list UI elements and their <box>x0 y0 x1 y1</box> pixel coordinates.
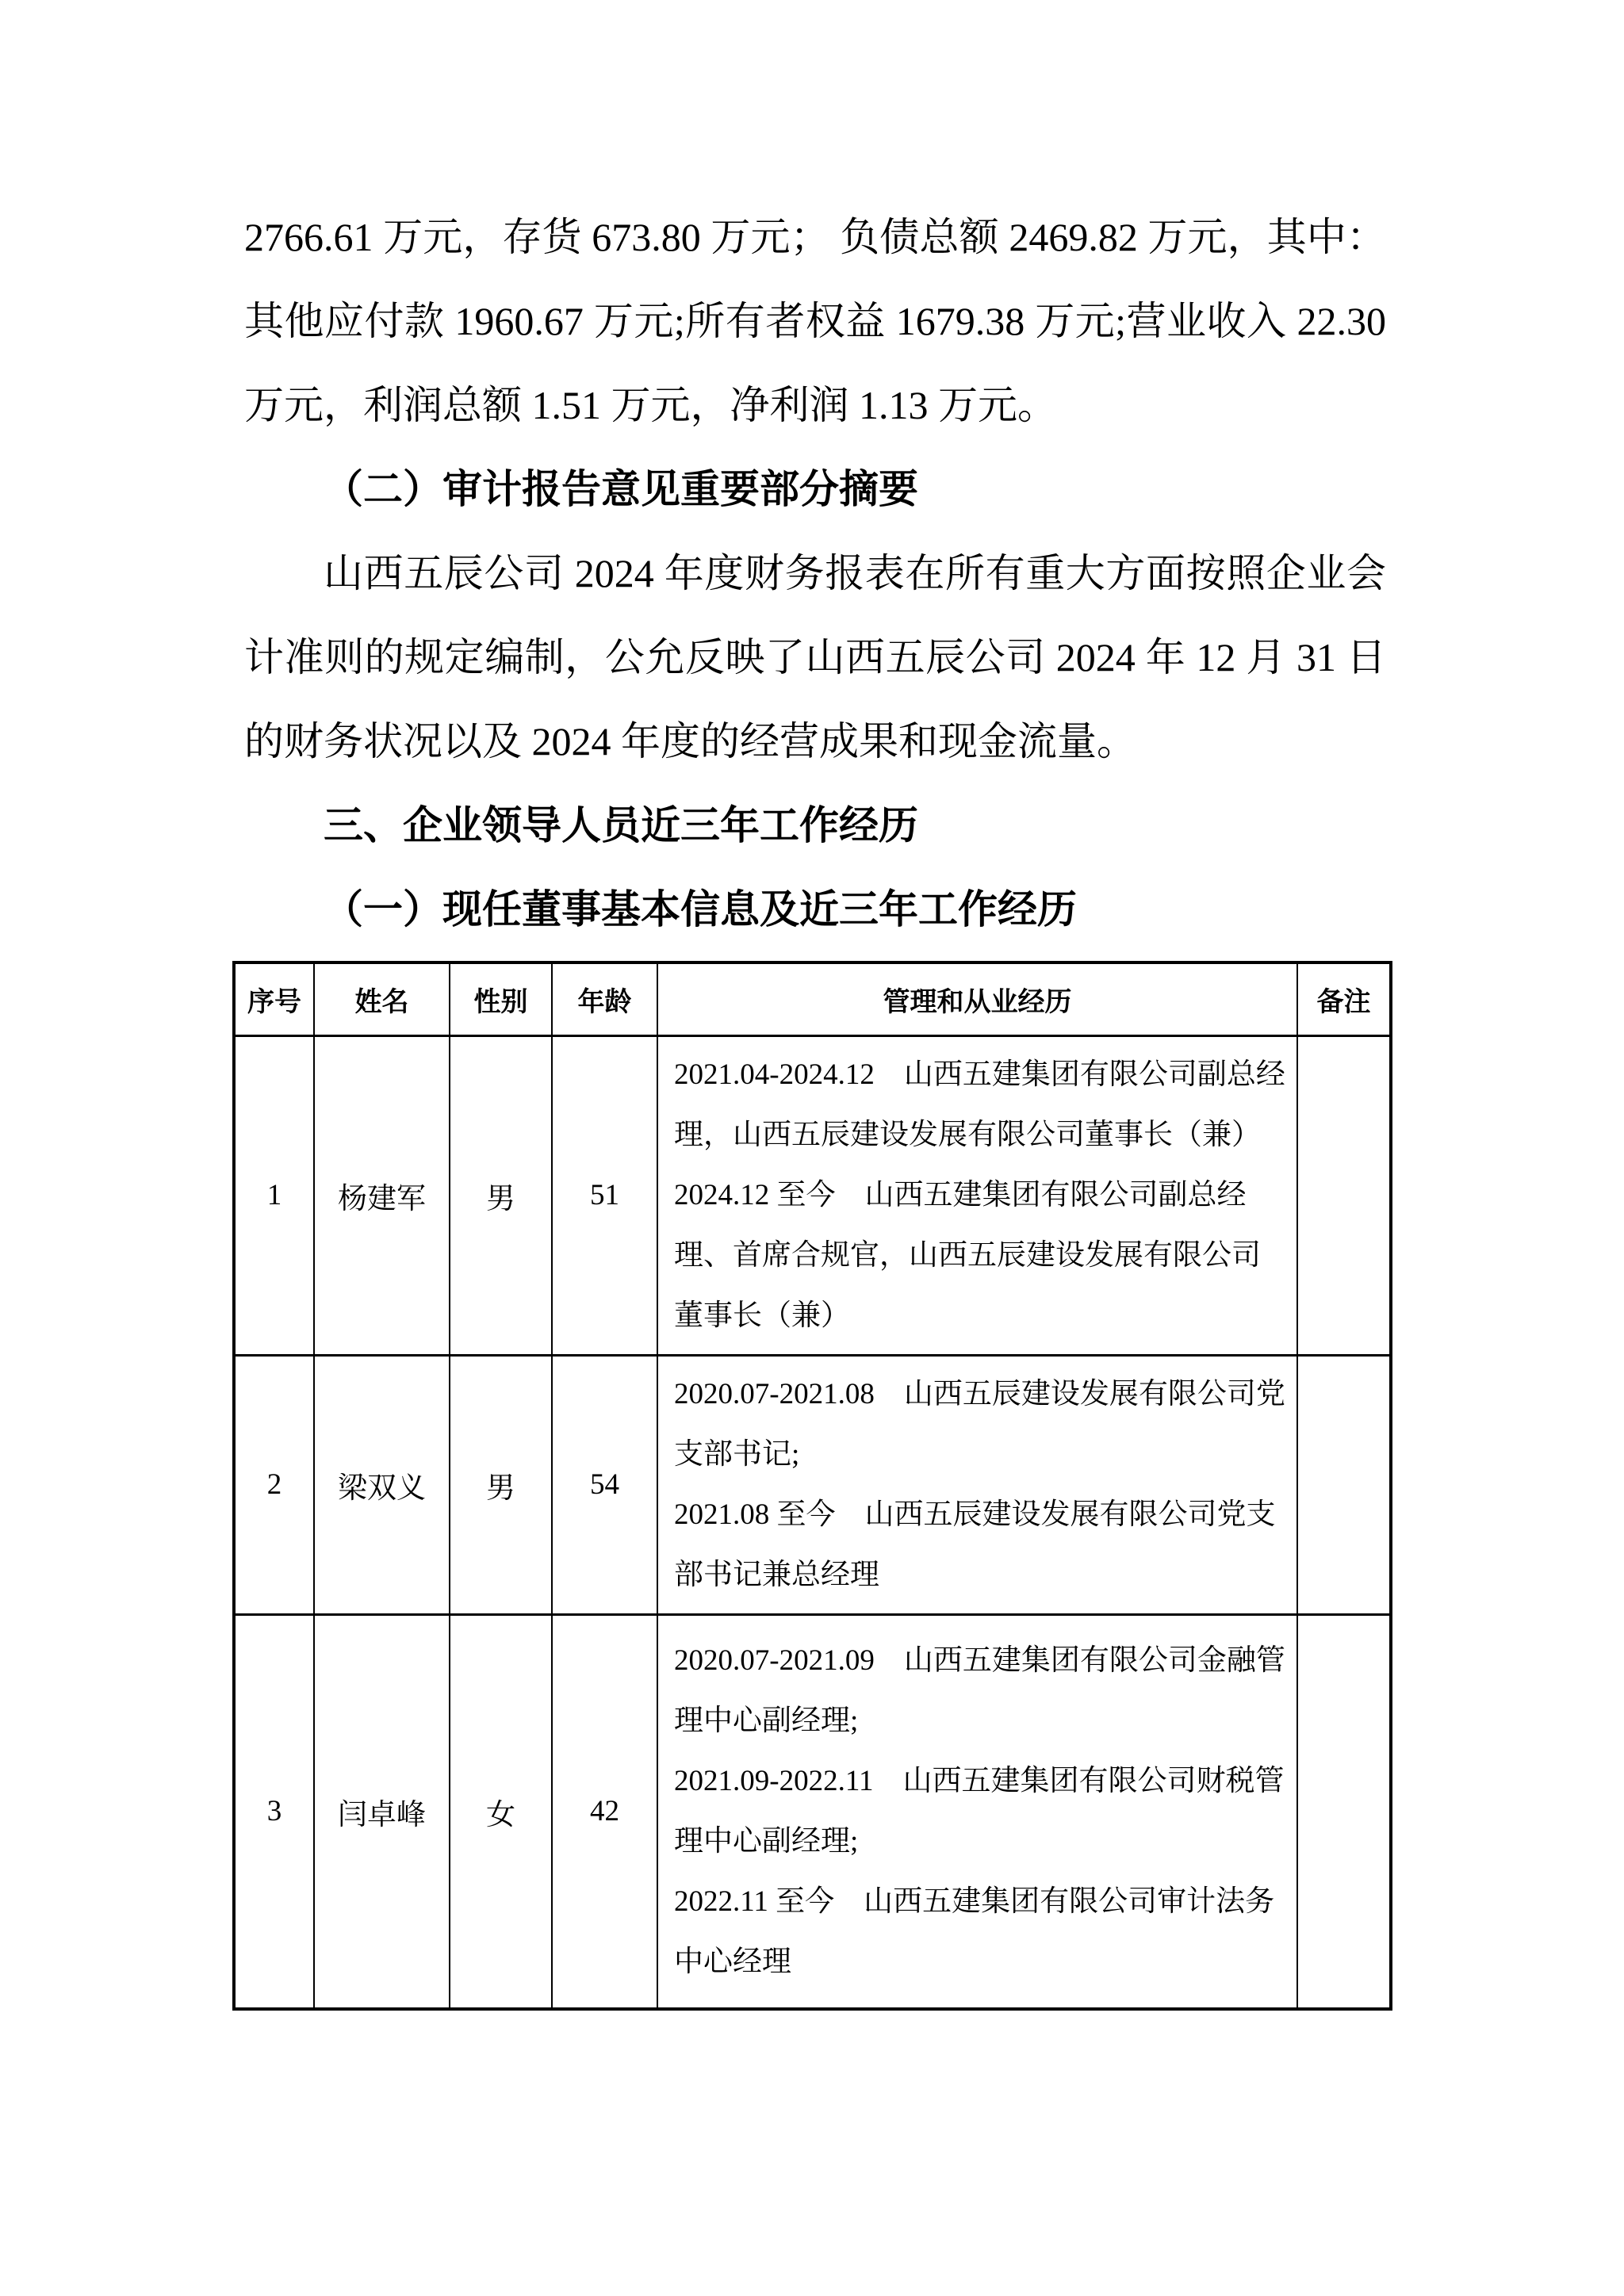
cell-gender: 男 <box>450 1355 552 1614</box>
col-header-remark: 备注 <box>1297 962 1391 1035</box>
cell-index: 1 <box>234 1035 314 1355</box>
paragraph-audit-opinion: 山西五辰公司 2024 年度财务报表在所有重大方面按照企业会计准则的规定编制，公允反映了山西五辰公司 2024 年 12 月 31 日的财务状况以及 2024 年度的经营成果和现金流量。 <box>244 551 1386 763</box>
cell-index: 2 <box>234 1355 314 1614</box>
col-header-index: 序号 <box>234 962 314 1035</box>
directors-table <box>232 961 1392 2011</box>
heading-audit-summary: （二）审计报告意见重要部分摘要 <box>324 467 918 511</box>
experience-entry: 2021.04-2024.12 山西五建集团有限公司副总经理，山西五辰建设发展有限公司董事长（兼） <box>674 1058 1285 1151</box>
experience-entry: 2024.12 至今 山西五建集团有限公司副总经理、首席合规官，山西五辰建设发展有限公司董事长（兼） <box>674 1178 1261 1332</box>
cell-remark <box>1297 1355 1391 1614</box>
cell-age: 54 <box>552 1355 657 1614</box>
col-header-age: 年龄 <box>552 962 657 1035</box>
cell-remark <box>1297 1035 1391 1355</box>
col-header-experience: 管理和从业经历 <box>657 962 1297 1035</box>
experience-entry: 2020.07-2021.08 山西五辰建设发展有限公司党支部书记; <box>674 1377 1285 1471</box>
col-header-gender: 性别 <box>450 962 552 1035</box>
cell-name: 闫卓峰 <box>314 1614 450 2009</box>
cell-experience <box>657 1355 1297 1614</box>
cell-age: 51 <box>552 1035 657 1355</box>
paragraph-financials: 2766.61 万元，存货 673.80 万元； 负债总额 2469.82 万元，其中：其他应付款 1960.67 万元;所有者权益 1679.38 万元;营业收入 22.30 万元，利润总额 1.51 万元，净利润 1.13 万元。 <box>244 215 1386 427</box>
director-row <box>234 1614 1391 2009</box>
director-row <box>234 1035 1391 1355</box>
cell-name: 杨建军 <box>314 1035 450 1355</box>
cell-experience <box>657 1035 1297 1355</box>
director-row <box>234 1355 1391 1614</box>
experience-entry: 2022.11 至今 山西五建集团有限公司审计法务中心经理 <box>674 1885 1275 1978</box>
cell-age: 42 <box>552 1614 657 2009</box>
heading-leadership: 三、企业领导人员近三年工作经历 <box>324 803 918 848</box>
cell-experience <box>657 1614 1297 2009</box>
cell-gender: 女 <box>450 1614 552 2009</box>
cell-gender: 男 <box>450 1035 552 1355</box>
experience-entry: 2021.08 至今 山西五辰建设发展有限公司党支部书记兼总经理 <box>674 1498 1276 1591</box>
cell-name: 梁双义 <box>314 1355 450 1614</box>
col-header-name: 姓名 <box>314 962 450 1035</box>
table-header-row <box>234 962 1391 1035</box>
heading-directors: （一）现任董事基本信息及近三年工作经历 <box>324 887 1077 932</box>
cell-remark <box>1297 1614 1391 2009</box>
cell-index: 3 <box>234 1614 314 2009</box>
experience-entry: 2020.07-2021.09 山西五建集团有限公司金融管理中心副经理; <box>674 1644 1285 1737</box>
experience-entry: 2021.09-2022.11 山西五建集团有限公司财税管理中心副经理; <box>674 1764 1285 1858</box>
